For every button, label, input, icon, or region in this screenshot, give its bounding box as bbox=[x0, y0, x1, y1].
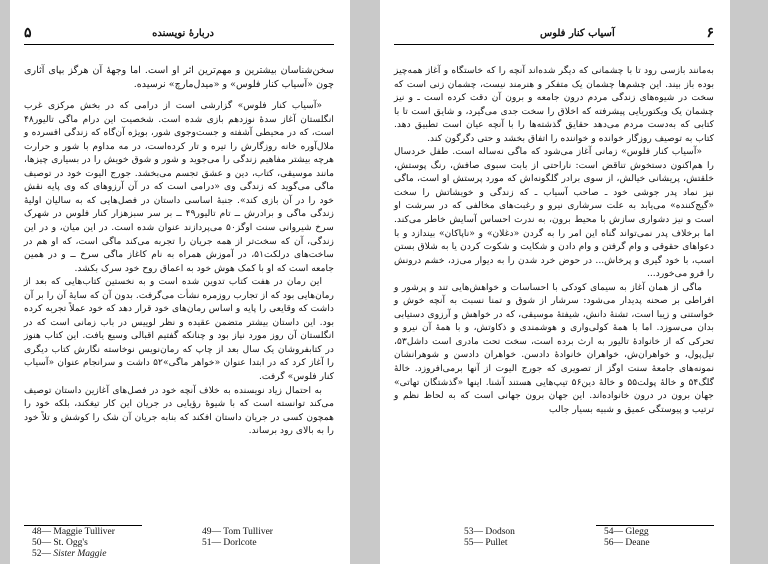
running-head: دربارهٔ نویسنده bbox=[152, 28, 214, 39]
footnote: 49— Tom Tulliver bbox=[202, 527, 273, 537]
footnote-rule bbox=[596, 525, 714, 526]
footnote: 50— St. Ogg's bbox=[32, 538, 88, 548]
left-page-header bbox=[24, 26, 334, 45]
footnote: 48— Maggie Tulliver bbox=[32, 527, 115, 537]
paragraph: این رمان در هفت کتاب تدوین شده است و به نخستین کتاب‌هایی که بعد از رمان‌هایی بود که از تجارب روزمره نشأت می‌گرفت. بدون آن که سایهٔ آن را بر آن داشت که وقایعی را پایه و اساس رمان‌های خود قرار دهد که خود عملاً تجربه کرده بود. این داستان بیشتر متضمن عقیده و نظر لوییس در باب زمانی است که در انگلستان آن روز مورد نیاز بود و چنانکه گفتیم اقبالی وسیع یافت. این کتاب هنوز در کتابفروشان یک سال بعد از چاپ که رمان‌نویس نوخاسته نگارش کتاب دیگری را آغاز کرد که در ابتدا عنوان «خواهر ماگی»۵۲ داشت و سرانجام عنوان «آسیاب کنار فلوس» گرفت. bbox=[24, 276, 334, 383]
paragraph: به‌مانند بازسی رود تا با چشمانی که دیگر شده‌اند آنچه را که خاستگاه و آغاز همه‌چیز بوده باز بیند. این چشم‌ها چشمان یک متفکر و هنرمند نیست، چشمان زنی است که سخت در شیوه‌های زندگی مردم درون جامعه و برون آن دقت کرده است ـ و نیز چشمان یک ویکتوریایی پیشرفته که اخلاق را سخت جدی می‌گیرد، و شایق است تا با کتابی که به‌دست مردم می‌دهد حقایق گذشته‌ها را با آنچه عیان است تطبیق دهد. کتاب به توصیف روزگار خوانده و خواننده را اتفاق بخشد و حتی دگرگون کند. bbox=[394, 65, 714, 144]
footnote: 56— Deane bbox=[604, 538, 650, 548]
right-page-body bbox=[394, 64, 714, 416]
paragraph: ماگی از همان آغاز به سیمای کودکی با احساسات و خواهش‌هایی تند و پرشور و افراطی بر صحنه پدیدار می‌شود: سرشار از شوق و تمنا نسبت به آنچه خوش و خواستنی و زیبا است، تشنهٔ دانش، شیفتهٔ موسیقی، که در خواهش و آرزوی دستیابی بدان می‌سوزد. اما با همهٔ کولی‌واری و هوشمندی و ذکاوتش، و با همهٔ آن نیرو و تحرکی که از خانوادهٔ تالیور به ارث برده است، سخت تحت مادری است داشل۵۳، تیل‌پول، و خواهران‌ش، خواهران خانوادهٔ دادسن. خواهران دادسن و شوهرانشان نمونه‌های جامعهٔ سنت اوگز از تصویری که جورج الیوت از آنها بر‌می‌افروزد. خالهٔ گلگ۵۴ و خالهٔ پولت۵۵ و خالهٔ دین۵۶ تیپ‌هایی هستند آشنا. اینها «گذشتگان تهاتی» جهان برون در درون خانواده‌اند. این جهان برون جهانی است که به لحاظ نظم و ترتیب و پیوستگی عمیق و شبیه بسیار جالب bbox=[394, 281, 715, 415]
footnote-rule bbox=[24, 525, 142, 526]
footnote: 55— Pullet bbox=[464, 538, 508, 548]
left-page bbox=[10, 0, 350, 564]
left-page-body bbox=[24, 64, 334, 438]
right-page bbox=[380, 0, 730, 564]
running-head: آسیاب کنار فلوس bbox=[540, 28, 615, 39]
footnote: 51— Dorlcote bbox=[202, 538, 257, 548]
paragraph: «آسیاب کنار فلوس» زمانی آغاز می‌شود که ماگی نه‌ساله است. طفل خردسال را هم‌اکنون دستخوش تناقض است: ناراحتی از بابت سبوی صافش، رنگ پوستش، خلقتش، پریشانی خیالش، از سوی برادر گلگونه‌اش که مورد پرستش او است، ماگی نیز نماد پدر جوشی خود ـ صاحب آسیاب ـ که زندگی و خویشاتش را سخت «گیج‌کننده» می‌یابد به علت سرشاری نیرو و رغبت‌های مخالفی که در سرشت او است و نیز دشواری سازش با محیط برون، به ندرت احساس آسایش خاطر می‌کند. اما برخلاف پدر نمی‌تواند گناه این امر را به گردن «دغلان» و «ناپاکان» بیندازد و با دعواهای حقوقی و وام گرفتن و وام دادن و شکایت و شکوت کردن یا به شلاق بستن اسب، با خود گیری و پرخاش... در حوض خرد شدن را به دیوار می‌زد، خشم درونش را فرو می‌خورد... bbox=[394, 146, 714, 280]
paragraph: به احتمال زیاد نویسنده به خلاف آنچه خود در فصل‌های آغازین داستان توصیف می‌کند توانسته است که با شیوهٔ رؤیایی در جریان این کار تیغکند، بلکه خود را همچون کسی در جریان داستان افکند که بنابه جریان آن شک را کوشش و تلاً خود را به بالای رود برساند. bbox=[24, 384, 334, 437]
page-number: ۶ bbox=[706, 25, 714, 41]
footnote: 53— Dodson bbox=[464, 527, 515, 537]
footnote: 52— Sister Maggie bbox=[32, 549, 107, 559]
page-number: ۵ bbox=[24, 25, 32, 41]
paragraph: سخن‌شناسان بیشترین و مهم‌ترین اثر او است. اما وجههٔ آن هرگز بپای آثاری چون «آسیاب کنار فلوس» و «میدل‌مارچ» نرسیده. bbox=[24, 65, 334, 90]
paragraph: «آسیاب کنار فلوس» گزارشی است از درامی که در بخش مرکزی غرب انگلستان آغاز سدهٔ نوزدهم بازی شده است. شخصیت این درام ماگی تالیور۴۸ است، که در محیطی آشفته و جست‌وجوی شور، بویژه آن‌گاه که زندگی افسرده و ملال‌آوره خانه روزگارش را تیره و تار کرده‌است، در مه مداوم با شور و حرارت هرچه بیشتر مفاهیم زندگی را می‌جوید و شور و شوق خویش را در بسیاری چیزها، مانند موسیقی، کتاب، دین و عشق تجسم می‌بخشد. جورج الیوت خود در توصیف ماگی می‌گوید که زندگی وی «درامی است که در آن آرزوهای که وی پایه نقش خود را در آن بازی کند». جنبهٔ اساسی داستان در فصل‌هایی که به سالیان اولیهٔ زندگی ماگی و برادرش ــ تام تالیور۴۹ ــ بر سر سبزهزار کنار فلوس در شهرک سرخ شیروانی سنت اوگز۵۰ می‌پردازند عنوان شده است. در این میان، و در این زندگی، آن که سخت‌تر از همه جریان را تجربه می‌کند ماگی است، که او هم در ساخت‌های درلکت۵۱، در آموزش همراه به نام کاغاز ماگی سرخ ــ و در همین جامعه است که او با کمک هوش خود به اعماق روح خود سرک بکشد. bbox=[24, 100, 334, 274]
footnote: 54— Glegg bbox=[604, 527, 649, 537]
right-page-header bbox=[394, 26, 714, 45]
